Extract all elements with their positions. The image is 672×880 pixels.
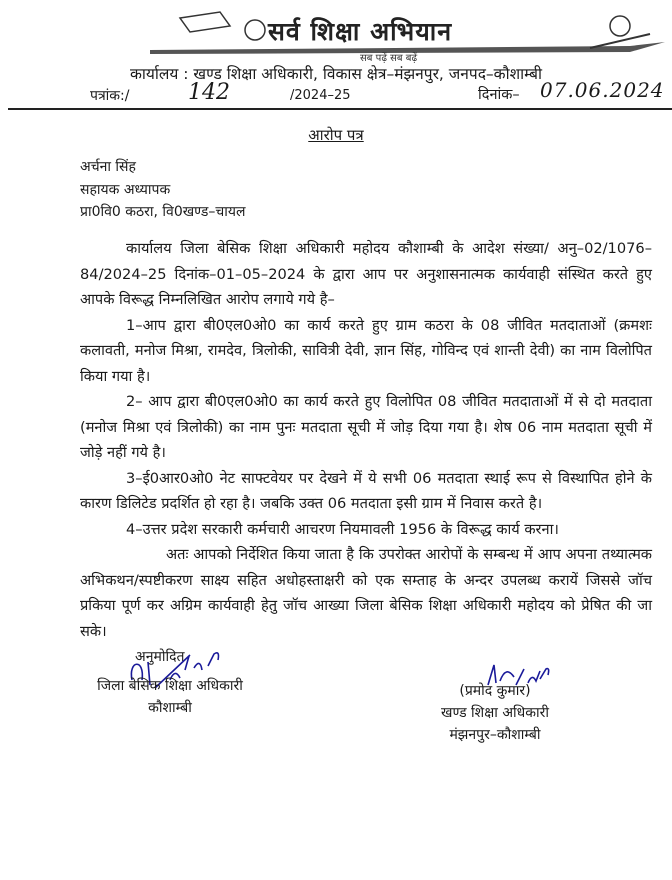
- date-value: 07.06.2024: [540, 78, 665, 102]
- approved-label: अनुमोदित: [135, 649, 185, 665]
- intro-paragraph: कार्यालय जिला बेसिक शिक्षा अधिकारी महोदय कौशाम्बी के आदेश संख्या/ अनु–02/1076–84/2024–25 दिनांक–01–05–2024 के द्वारा आप पर अनुशासनात्मक कार्यवाही संस्थित करते हुए आपके विरूद्ध निम्नलिखित आरोप लगाये गये है–: [80, 240, 652, 308]
- directive-paragraph: अतः आपको निर्देशित किया जाता है कि उपरोक्त आरोपों के सम्बन्ध में आप अपना तथ्यात्मक अभिकथन/स्पष्टीकरण साक्ष्य सहित अधोहस्ताक्षरी को एक सम्ताह के अन्दर उपलब्ध करायें जिससे जॉच प्रकिया पूर्ण कर अग्रिम कार्यवाही हेतु जॉच आख्या जिला बेसिक शिक्षा अधिकारी महोदय को प्रेषित की जा सके।: [80, 546, 652, 640]
- ref-label: पत्रांक:/: [90, 88, 130, 104]
- document-title: [0, 125, 672, 145]
- tagline: सब पढ़ें सब बढ़ें: [360, 53, 418, 64]
- addressee-school: प्रा0वि0 कठरा, वि0खण्ड–चायल: [80, 204, 246, 220]
- header-divider: [8, 108, 672, 110]
- ref-number: 142: [188, 80, 230, 105]
- left-designation: जिला बेसिक शिक्षा अधिकारी: [97, 678, 243, 694]
- charge-2: 2– आप द्वारा बी0एल0ओ0 का कार्य करते हुए विलोपित 08 जीवित मतदाताओं में से दो मतदाता (मनोज मिश्रा एवं त्रिलोकी) का नाम पुनः मतदाता सूची में जोड़ दिया गया है। शेष 06 नाम मतदाता सूची में जोड़े नहीं गये है।: [80, 393, 652, 461]
- charge-3: 3–ई0आर0ओ0 नेट साफ्टवेयर पर देखने में ये सभी 06 मतदाता स्थाई रूप से विस्थापित होने के कारण डिलिटेड प्रदर्शित हो रहा है। जबकि उक्त 06 मतदाता इसी ग्राम में निवास करते है।: [80, 469, 652, 512]
- ref-year: /2024–25: [290, 88, 351, 103]
- officer-name: (प्रमोद कुमार): [459, 683, 531, 699]
- left-place: कौशाम्बी: [148, 700, 192, 716]
- right-place: मंझनपुर–कौशाम्बी: [449, 727, 541, 743]
- right-designation: खण्ड शिक्षा अधिकारी: [441, 705, 549, 721]
- addressee-name: अर्चना सिंह: [80, 159, 136, 175]
- right-signatory: [420, 680, 570, 746]
- charge-1: 1–आप द्वारा बी0एल0ओ0 का कार्य करते हुए ग्राम कठरा के 08 जीवित मतदाताओं (क्रमशः कलावती, मनोज मिश्रा, रामदेव, त्रिलोकी, सावित्री देवी, ज्ञान सिंह, गोविन्द एवं शान्ती देवी) का नाम विलोपित किया गया है।: [80, 316, 652, 385]
- left-signatory: [85, 675, 255, 719]
- title-text: आरोप पत्र: [308, 126, 364, 144]
- charge-4: 4–उत्तर प्रदेश सरकारी कर्मचारी आचरण नियमावली 1956 के विरूद्ध कार्य करना।: [126, 520, 559, 538]
- date-label: दिनांक–: [478, 87, 520, 103]
- letter-body: [80, 236, 652, 644]
- addressee-designation: सहायक अध्यापक: [80, 182, 171, 198]
- logo-text: सर्व शिक्षा अभियान: [268, 17, 453, 46]
- office-heading: कार्यालय : खण्ड शिक्षा अधिकारी, विकास क्षेत्र–मंझनपुर, जनपद–कौशाम्बी: [129, 65, 543, 83]
